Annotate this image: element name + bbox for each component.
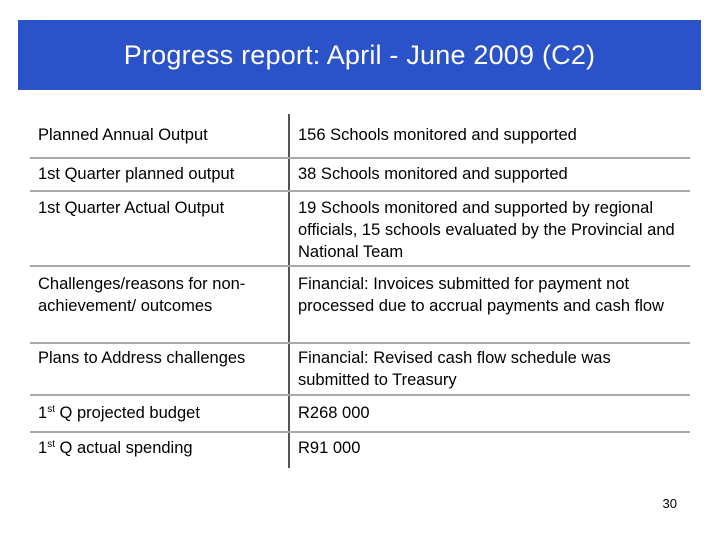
row-label: 1st Quarter Actual Output [38, 199, 225, 217]
label-superscript: st [47, 439, 55, 450]
row-value: 156 Schools monitored and supported [288, 114, 690, 157]
label-prefix: 1 [38, 404, 48, 422]
row-value: Financial: Revised cash flow schedule was submitted to Treasury [288, 344, 690, 394]
row-label: 1st Quarter planned output [38, 165, 235, 183]
progress-table [30, 114, 690, 468]
table-row [30, 344, 690, 396]
title-bar [18, 20, 701, 90]
table-row [30, 433, 690, 468]
page-number: 30 [662, 496, 677, 511]
row-label: Plans to Address challenges [38, 349, 246, 367]
row-value: 38 Schools monitored and supported [288, 159, 690, 190]
label-suffix: Q projected budget [54, 404, 200, 422]
row-value: R268 000 [288, 396, 690, 431]
page-title: Progress report: April - June 2009 (C2) [123, 39, 596, 70]
row-value: R91 000 [288, 433, 690, 468]
table-row [30, 159, 690, 192]
row-label: Planned Annual Output [38, 126, 208, 144]
label-suffix: Q actual spending [54, 439, 193, 457]
label-superscript: st [47, 404, 55, 415]
row-value: Financial: Invoices submitted for payment not processed due to accrual payments and cash flow [288, 267, 690, 342]
table-row [30, 114, 690, 159]
label-prefix: 1 [38, 439, 48, 457]
table-row [30, 192, 690, 267]
table-row [30, 267, 690, 344]
row-label: Challenges/reasons for non-achievement/ outcomes [38, 275, 246, 315]
table-row [30, 396, 690, 433]
row-label [30, 396, 288, 431]
row-label [30, 433, 288, 468]
row-value: 19 Schools monitored and supported by regional officials, 15 schools evaluated by the Provincial and National Team [288, 192, 690, 265]
